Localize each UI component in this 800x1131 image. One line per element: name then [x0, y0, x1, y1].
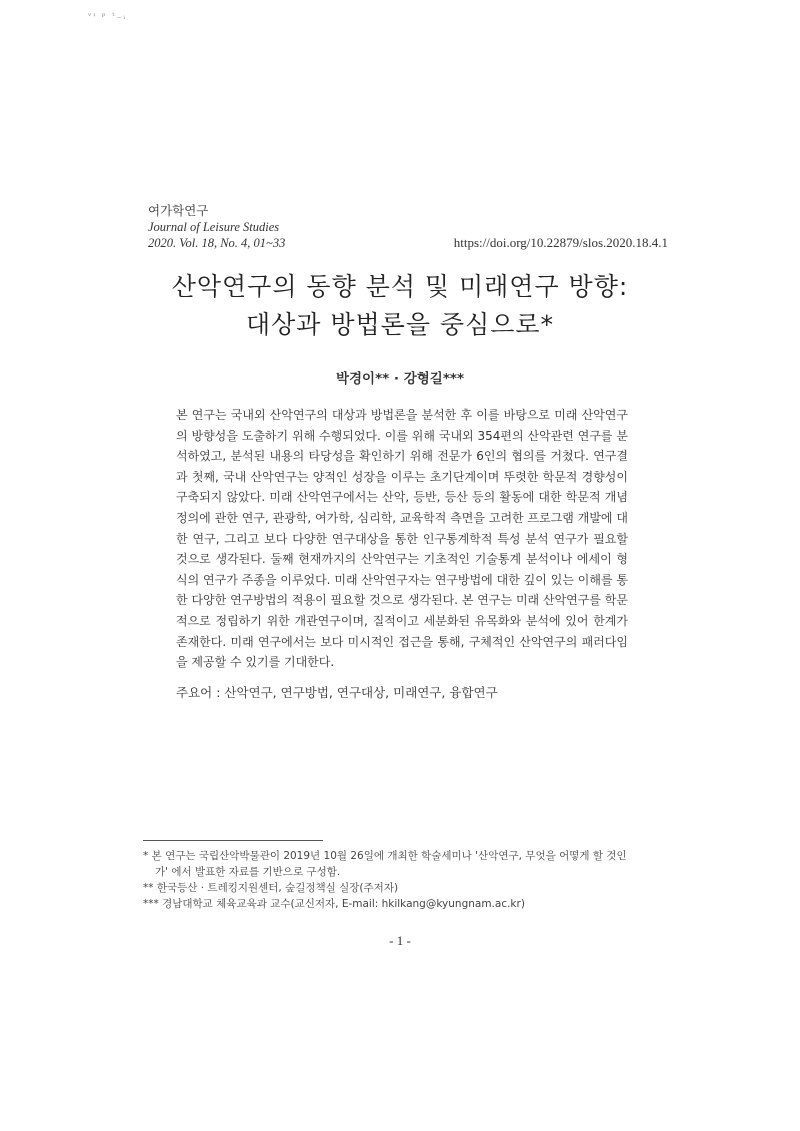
page-number: - 1 - — [389, 933, 411, 948]
authors: 박경이** · 강형길*** — [335, 371, 465, 387]
title-line-1: 산악연구의 동향 분석 및 미래연구 방향: — [171, 272, 629, 301]
journal-issue: 2020. Vol. 18, No. 4, 01~33 — [148, 236, 286, 250]
abstract: 본 연구는 국내외 산악연구의 대상과 방법론을 분석한 후 이를 바탕으로 미래 산악연구의 방향성을 도출하기 위해 수행되었다. 이를 위해 국내외 354편의 산악관련 연구를 분석하였고, 분석된 내용의 타당성을 확인하기 위해 전문가 6인의 협의를 거쳤다. 연구결과 첫째, 국내 산악연구는 양적인 성장을 이루는 초기단계이며 뚜렷한 학문적 경향성이 구축되지 않았다. 미래 산악연구에서는 산악, 등반, 등산 등의 활동에 대한 학문적 개념 정의에 관한 연구, 관광학, 여가학, 심리학, 교육학적 측면을 고려한 프로그램 개발에 대한 연구, 그리고 보다 다양한 연구대상을 통한 인구통계학적 특성 분석 연구가 필요할 것으로 생각된다. 둘째 현재까지의 산악연구는 기초적인 기술통계 분석이나 에세이 형식의 연구가 주종을 이루었다. 미래 산악연구자는 연구방법에 대한 깊이 있는 이해를 통한 다양한 연구방법의 적용이 필요할 것으로 생각된다. 본 연구는 미래 산악연구를 학문적으로 정립하기 위한 개관연구이며, 질적이고 세분화된 유목화와 분석에 있어 한계가 존재한다. 미래 연구에서는 보다 미시적인 접근을 통해, 구체적인 산악연구의 패러다임을 제공할 수 있기를 기대한다. — [176, 408, 628, 670]
scan-marks: ᵛᵎ ᵖ ᵗ₋ᵢ — [88, 12, 128, 22]
footnote-1-line-2: 가' 에서 발표한 자료를 기반으로 구성함. — [155, 866, 341, 878]
footnote-2: ** 한국등산 · 트레킹지원센터, 숲길정책실 실장(주저자) — [143, 882, 399, 894]
journal-korean-name: 여가학연구 — [148, 203, 209, 218]
footnote-3: *** 경남대학교 체육교육과 교수(교신저자, E-mail: hkilkang@kyungnam.ac.kr) — [143, 898, 525, 910]
journal-header — [148, 203, 668, 251]
doi-link[interactable]: https://doi.org/10.22879/slos.2020.18.4.1 — [453, 235, 668, 250]
footnote-divider — [143, 840, 323, 841]
paper-title — [100, 268, 700, 344]
keywords: 주요어 : 산악연구, 연구방법, 연구대상, 미래연구, 융합연구 — [176, 685, 498, 700]
journal-english-name: Journal of Leisure Studies — [148, 220, 280, 234]
title-line-2: 대상과 방법론을 중심으로* — [245, 310, 555, 339]
footnotes — [143, 848, 673, 912]
footnote-1-line-1: * 본 연구는 국립산악박물관이 2019년 10월 26일에 개최한 학술세미나 '산악연구, 무엇을 어떻게 할 것인 — [143, 850, 627, 862]
